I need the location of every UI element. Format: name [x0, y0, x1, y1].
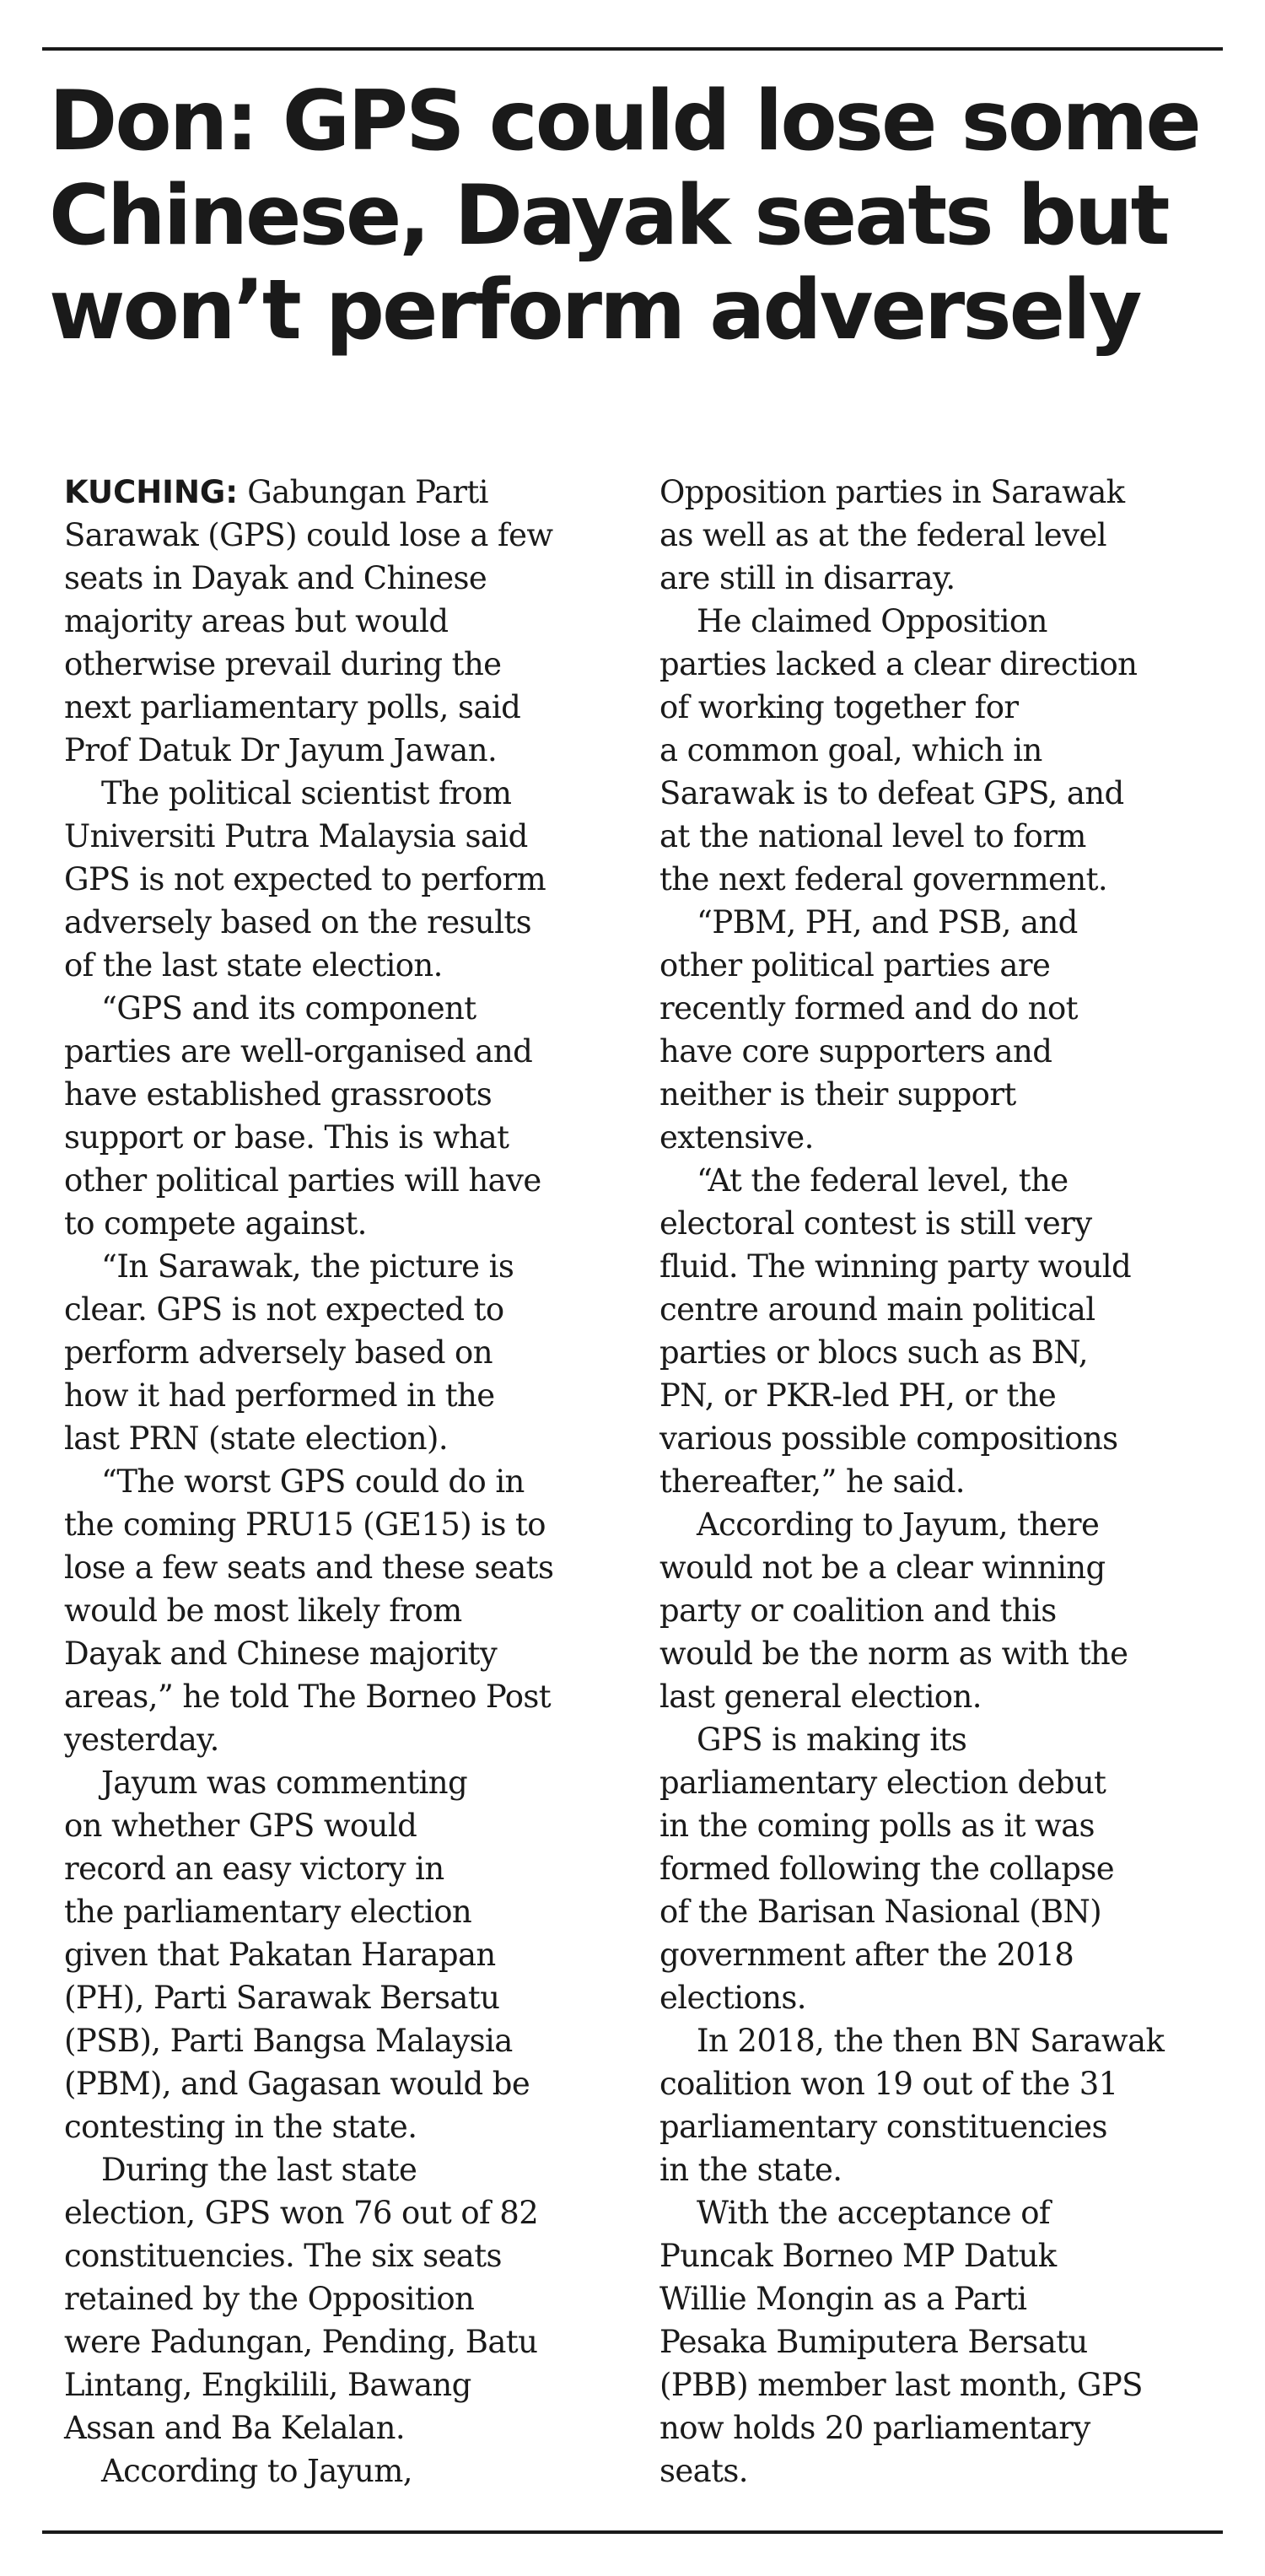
text-line: Sarawak is to defeat GPS, and [659, 775, 1124, 811]
paragraph-continued [659, 471, 1216, 600]
top-rule [42, 47, 1223, 51]
text-line: In 2018, the then BN Sarawak [697, 2023, 1165, 2059]
text-line: perform adversely based on [64, 1334, 493, 1371]
text-line: other political parties are [659, 947, 1051, 984]
text-line: Opposition parties in Sarawak [659, 474, 1125, 510]
text-line: The political scientist from [101, 775, 512, 811]
paragraph [64, 1761, 621, 2148]
text-line: Willie Mongin as a Parti [659, 2281, 1027, 2317]
text-line: parties or blocs such as BN, [659, 1334, 1088, 1371]
text-line: areas,” he told The Borneo Post [64, 1679, 552, 1715]
text-line: election, GPS won 76 out of 82 [64, 2195, 539, 2231]
text-line: GPS is not expected to perform [64, 861, 546, 897]
paragraph [659, 2191, 1216, 2492]
headline-line: Don: GPS could lose some [49, 73, 1199, 170]
text-line: According to Jayum, [101, 2453, 412, 2489]
text-line: He claimed Opposition [697, 603, 1047, 639]
article-column-left [64, 471, 621, 2492]
text-line: have established grassroots [64, 1076, 493, 1113]
text-line: were Padungan, Pending, Batu [64, 2324, 538, 2360]
text-line: how it had performed in the [64, 1377, 495, 1414]
headline-line: won’t perform adversely [49, 262, 1140, 358]
text-line: have core supporters and [659, 1033, 1052, 1070]
text-line: thereafter,” he said. [659, 1463, 965, 1500]
text-line: “In Sarawak, the picture is [101, 1248, 514, 1285]
text-line: “The worst GPS could do in [101, 1463, 525, 1500]
text-line: parties lacked a clear direction [659, 646, 1138, 682]
text-line: last PRN (state election). [64, 1420, 449, 1457]
text-line: parliamentary election debut [659, 1765, 1106, 1801]
paragraph [659, 2019, 1216, 2191]
text-line: coalition won 19 out of the 31 [659, 2066, 1118, 2102]
text-line: Assan and Ba Kelalan. [64, 2410, 406, 2446]
text-line: party or coalition and this [659, 1592, 1057, 1629]
text-line: of the last state election. [64, 947, 443, 984]
text-line: (PSB), Parti Bangsa Malaysia [64, 2023, 513, 2059]
text-line: a common goal, which in [659, 732, 1042, 768]
paragraph [64, 987, 621, 1245]
text-line: the next federal government. [659, 861, 1108, 897]
text-line: as well as at the federal level [659, 517, 1106, 553]
text-line: various possible compositions [659, 1420, 1118, 1457]
paragraph [64, 1245, 621, 1460]
text-line: support or base. This is what [64, 1119, 509, 1156]
paragraph [659, 1159, 1216, 1503]
text-line: contesting in the state. [64, 2109, 417, 2145]
text-line: Sarawak (GPS) could lose a few [64, 517, 553, 553]
headline-line: Chinese, Dayak seats but [49, 168, 1168, 264]
text-line: Puncak Borneo MP Datuk [659, 2238, 1057, 2274]
text-line: fluid. The winning party would [659, 1248, 1132, 1285]
text-line: elections. [659, 1980, 806, 2016]
paragraph [64, 2148, 621, 2449]
text-line: Universiti Putra Malaysia said [64, 818, 528, 854]
text-line: neither is their support [659, 1076, 1016, 1113]
text-line: record an easy victory in [64, 1851, 444, 1887]
text-line: yesterday. [64, 1722, 219, 1758]
text-line: Lintang, Engkilili, Bawang [64, 2367, 471, 2403]
paragraph [659, 600, 1216, 901]
text-line: other political parties will have [64, 1162, 541, 1199]
text-line: According to Jayum, there [697, 1506, 1100, 1543]
text-line: would be most likely from [64, 1592, 462, 1629]
paragraph [64, 2449, 621, 2492]
text-line: “PBM, PH, and PSB, and [697, 904, 1078, 940]
text-line: seats. [659, 2453, 748, 2489]
paragraph [64, 1460, 621, 1761]
text-line: majority areas but would [64, 603, 449, 639]
text-line: (PH), Parti Sarawak Bersatu [64, 1980, 500, 2016]
text-line: KUCHING: Gabungan Parti [64, 474, 488, 510]
dateline: KUCHING: [64, 474, 239, 510]
text-line: otherwise prevail during the [64, 646, 502, 682]
paragraph-intro [64, 471, 621, 772]
paragraph [64, 772, 621, 987]
text-line: (PBB) member last month, GPS [659, 2367, 1143, 2403]
text-line: With the acceptance of [697, 2195, 1051, 2231]
text-line: constituencies. The six seats [64, 2238, 502, 2274]
text-line: lose a few seats and these seats [64, 1549, 554, 1586]
text-line: GPS is making its [697, 1722, 967, 1758]
text-line: given that Pakatan Harapan [64, 1937, 496, 1973]
text-line: Pesaka Bumiputera Bersatu [659, 2324, 1088, 2360]
text-line: parties are well-organised and [64, 1033, 533, 1070]
paragraph [659, 1503, 1216, 1718]
text-line: now holds 20 parliamentary [659, 2410, 1090, 2446]
text-line: Jayum was commenting [101, 1765, 468, 1801]
text-line: last general election. [659, 1679, 982, 1715]
text-line: “At the federal level, the [697, 1162, 1069, 1199]
text-line: would be the norm as with the [659, 1636, 1128, 1672]
text-line: in the coming polls as it was [659, 1808, 1095, 1844]
text-line: clear. GPS is not expected to [64, 1291, 504, 1328]
text-line: retained by the Opposition [64, 2281, 475, 2317]
text-line: would not be a clear winning [659, 1549, 1106, 1586]
article-column-right [659, 471, 1216, 2492]
text-line: seats in Dayak and Chinese [64, 560, 487, 596]
text-line: are still in disarray. [659, 560, 955, 596]
text-line: (PBM), and Gagasan would be [64, 2066, 530, 2102]
paragraph [659, 901, 1216, 1159]
text-line: to compete against. [64, 1205, 367, 1242]
text-line: of the Barisan Nasional (BN) [659, 1894, 1102, 1930]
text-line: Prof Datuk Dr Jayum Jawan. [64, 732, 498, 768]
text-line: next parliamentary polls, said [64, 689, 521, 725]
text-line: electoral contest is still very [659, 1205, 1092, 1242]
text-line: PN, or PKR-led PH, or the [659, 1377, 1057, 1414]
text-line: Dayak and Chinese majority [64, 1636, 498, 1672]
text-line: at the national level to form [659, 818, 1086, 854]
text-line: parliamentary constituencies [659, 2109, 1107, 2145]
text-line: the coming PRU15 (GE15) is to [64, 1506, 546, 1543]
text-line: extensive. [659, 1119, 814, 1156]
text-line: of working together for [659, 689, 1019, 725]
text-line: centre around main political [659, 1291, 1095, 1328]
bottom-rule [42, 2530, 1223, 2534]
text-line: recently formed and do not [659, 990, 1078, 1027]
text-line: in the state. [659, 2152, 842, 2188]
paragraph [659, 1718, 1216, 2019]
text-line: During the last state [101, 2152, 417, 2188]
text-line: “GPS and its component [101, 990, 476, 1027]
text-line: on whether GPS would [64, 1808, 417, 1844]
text-line: formed following the collapse [659, 1851, 1115, 1887]
text-line: adversely based on the results [64, 904, 532, 940]
text-line: government after the 2018 [659, 1937, 1074, 1973]
text-line: the parliamentary election [64, 1894, 472, 1930]
headline [49, 74, 1221, 358]
